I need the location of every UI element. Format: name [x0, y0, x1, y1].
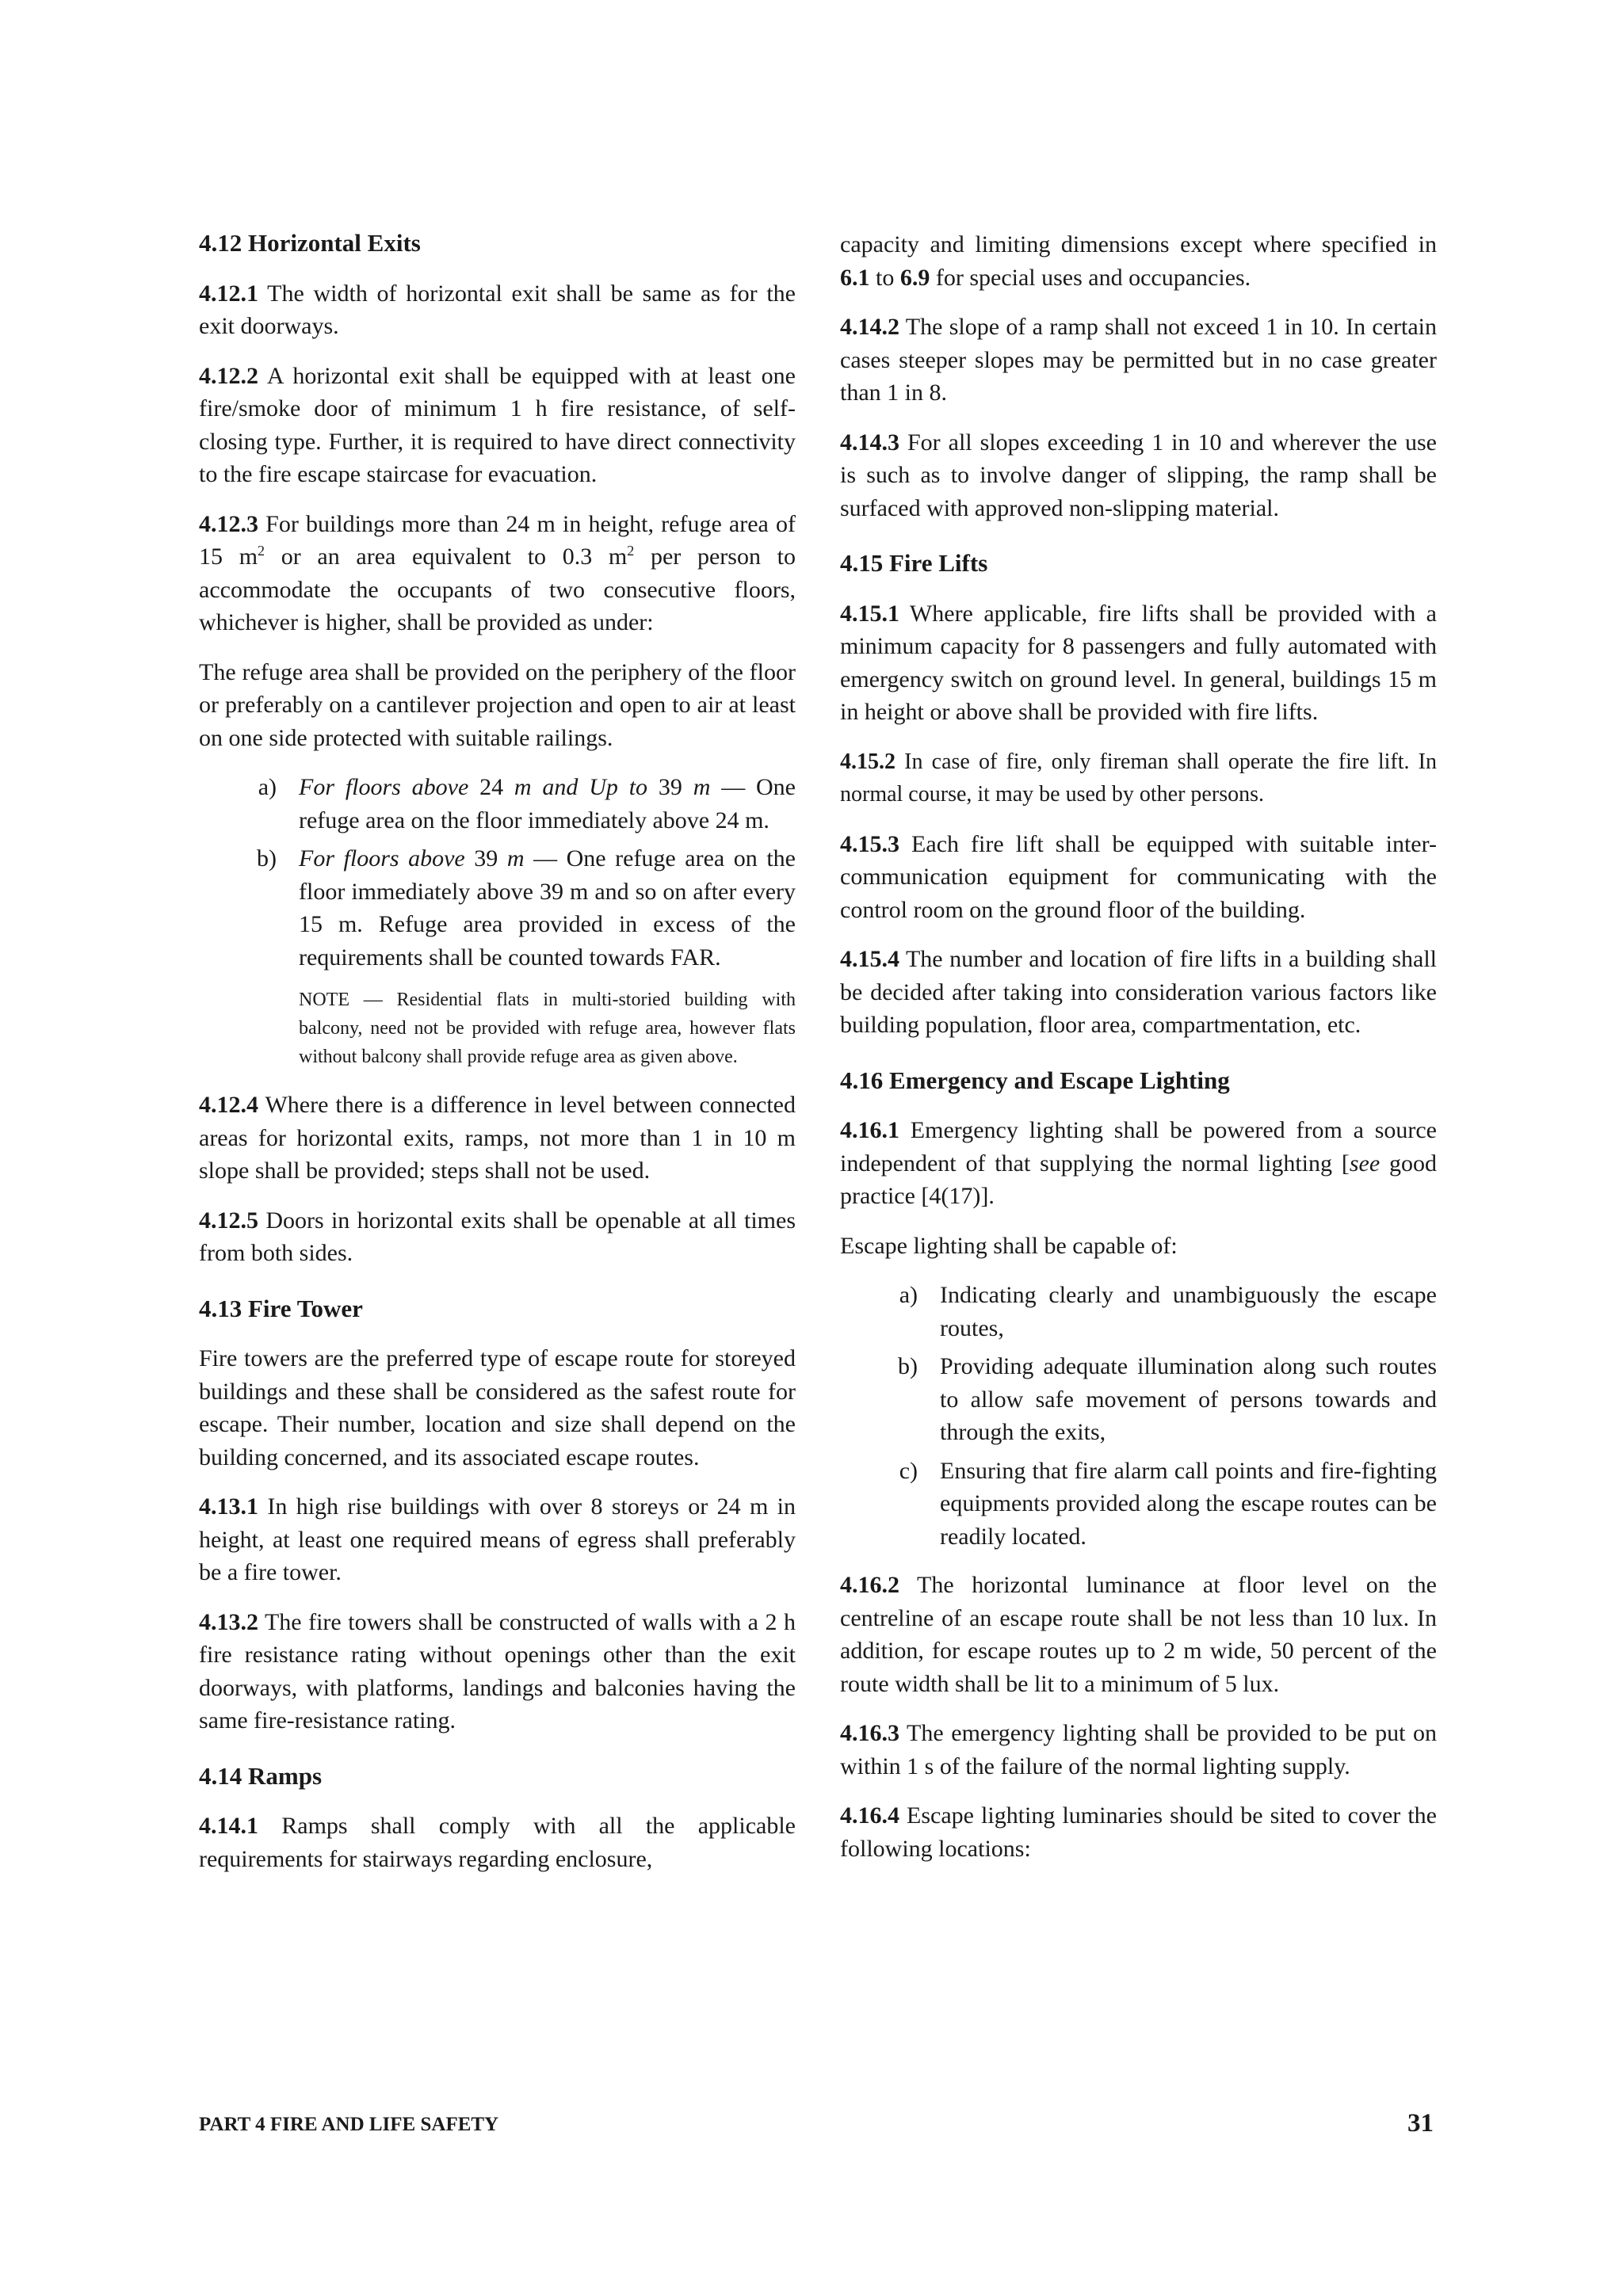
clause-4-14-3 — [840, 426, 1437, 525]
list-item-text: Indicating clearly and unambiguously the escape routes, — [940, 1282, 1437, 1341]
clause-4-15-1 — [840, 597, 1437, 729]
clause-text: For buildings more than 24 m in height, refuge area of 15 m — [199, 510, 796, 570]
list-item — [199, 771, 796, 837]
superscript: 2 — [627, 543, 635, 559]
clause-number: 4.13.2 — [199, 1608, 258, 1635]
clause-number: 4.16.2 — [840, 1572, 899, 1598]
clause-number: 4.12.5 — [199, 1207, 258, 1234]
superscript: 2 — [258, 543, 265, 559]
clause-number: 4.12.2 — [199, 362, 258, 389]
clause-text: In case of fire, only fireman shall operate the fire lift. In normal course, it may be used by other persons. — [840, 749, 1437, 807]
clause-text: to — [869, 264, 900, 291]
clause-number: 4.15.1 — [840, 600, 899, 627]
clause-number: 4.14.2 — [840, 314, 899, 340]
list-item-rest: — One refuge area on the floor immediately above 24 m. — [299, 774, 796, 833]
clause-number: 4.16.3 — [840, 1720, 899, 1746]
italic-text: m and Up to — [503, 774, 659, 800]
clause-4-12-3 — [199, 508, 796, 639]
clause-text: For all slopes exceeding 1 in 10 and wherever the use is such as to involve danger of slipping, the ramp shall be surfaced with approved non-slipping material. — [840, 429, 1437, 521]
list-marker: b) — [257, 845, 277, 871]
number-text: 39 — [658, 774, 682, 800]
clause-number: 4.14.1 — [199, 1813, 258, 1839]
clause-text: The horizontal luminance at floor level on the centreline of an escape route shall be not less than 10 lux. In addition, for escape routes up to 2 m wide, 50 percent of the route width shall be lit to a minimum of 5 lux. — [840, 1572, 1437, 1697]
refuge-area-paragraph: The refuge area shall be provided on the periphery of the floor or preferably on a cantilever projection and open to air at least on one side protected with suitable railings. — [199, 658, 796, 751]
number-text: 24 — [479, 774, 504, 800]
clause-text: A horizontal exit shall be equipped with at least one fire/smoke door of minimum 1 h fire resistance, of self-closing type. Further, it is required to have direct connectivity to the fire escape staircase for evacuation. — [199, 362, 796, 487]
clause-number: 4.12.3 — [199, 510, 258, 537]
clause-text: or an area equivalent to 0.3 m — [265, 543, 628, 570]
clause-text: The width of horizontal exit shall be same as for the exit doorways. — [199, 280, 796, 339]
clause-4-15-3 — [840, 828, 1437, 927]
clause-4-12-1 — [199, 277, 796, 343]
clause-4-13-1 — [199, 1490, 796, 1589]
clause-4-15-2 — [840, 746, 1437, 811]
clause-4-16-1 — [840, 1114, 1437, 1213]
page-number: 31 — [1407, 2109, 1434, 2138]
clause-text: In high rise buildings with over 8 storeys or 24 m in height, at least one required means of egress shall preferably be a fire tower. — [199, 1493, 796, 1585]
list-marker: a) — [258, 774, 277, 800]
clause-text: Emergency lighting shall be powered from a source independent of that supplying the normal lighting [ — [840, 1117, 1437, 1177]
clause-text: capacity and limiting dimensions except where specified in — [840, 231, 1437, 257]
number-text: 39 — [474, 845, 498, 871]
note-text: NOTE — Residential flats in multi-storied building with balcony, need not be provided with refuge area, however flats without balcony shall provide refuge area as given above. — [299, 990, 796, 1067]
escape-lighting-list — [840, 1279, 1437, 1553]
clause-text: The fire towers shall be constructed of walls with a 2 h fire resistance rating without openings other than the exit doorways, with platforms, landings and balconies having the same fire-resistance rating. — [199, 1608, 796, 1733]
clause-reference: 6.9 — [899, 264, 930, 291]
section-heading-4-16: 4.16 Emergency and Escape Lighting — [840, 1066, 1230, 1094]
clause-text: Where there is a difference in level between connected areas for horizontal exits, ramps, not more than 1 in 10 m slope shall be provided; steps shall not be used. — [199, 1092, 796, 1184]
list-item — [840, 1279, 1437, 1344]
clause-number: 4.15.4 — [840, 946, 899, 972]
clause-4-14-1 — [199, 1810, 796, 1875]
clause-number: 4.16.1 — [840, 1117, 899, 1143]
list-item — [840, 1455, 1437, 1554]
clause-4-16-3 — [840, 1717, 1437, 1783]
list-marker: a) — [899, 1282, 918, 1308]
clause-text: Escape lighting luminaries should be sited to cover the following locations: — [840, 1802, 1437, 1862]
clause-text: The number and location of fire lifts in a building shall be decided after taking into consideration various factors like building population, floor area, compartmentation, etc. — [840, 946, 1437, 1038]
list-item-rest: — One refuge area on the floor immediately above 39 m and so on after every 15 m. Refuge area provided in excess of the requirements shall be counted towards FAR. — [299, 845, 796, 971]
clause-number: 4.15.2 — [840, 749, 896, 774]
clause-text: for special uses and occupancies. — [930, 264, 1251, 291]
clause-text: Each fire lift shall be equipped with suitable inter-communication equipment for communicating with the control room on the ground floor of the building. — [840, 830, 1437, 923]
section-heading-4-14: 4.14 Ramps — [199, 1761, 323, 1790]
section-heading-4-15: 4.15 Fire Lifts — [840, 549, 988, 577]
italic-text: see — [1349, 1150, 1381, 1177]
section-heading-4-12: 4.12 Horizontal Exits — [199, 229, 421, 257]
clause-text: Doors in horizontal exits shall be openable at all times from both sides. — [199, 1207, 796, 1266]
clause-4-16-4 — [840, 1799, 1437, 1865]
italic-text: m — [682, 774, 711, 800]
list-item — [199, 842, 796, 974]
clause-number: 4.15.3 — [840, 830, 899, 857]
italic-text: m — [498, 845, 525, 871]
clause-text: per person to accommodate the occupants of two consecutive floors, whichever is higher, shall be provided as under: — [199, 543, 796, 635]
clause-text: good practice [4(17)]. — [840, 1150, 1437, 1209]
clause-number: 4.13.1 — [199, 1493, 258, 1520]
clause-number: 4.16.4 — [840, 1802, 899, 1829]
section-heading-4-13: 4.13 Fire Tower — [199, 1294, 363, 1322]
refuge-list — [199, 771, 796, 1071]
clause-text: The emergency lighting shall be provided to be put on within 1 s of the failure of the normal lighting supply. — [840, 1720, 1437, 1779]
list-item-text: Providing adequate illumination along such routes to allow safe movement of persons towards and through the exits, — [940, 1353, 1437, 1445]
clause-number: 4.14.3 — [840, 429, 899, 456]
list-marker: b) — [898, 1353, 918, 1379]
clause-4-12-5 — [199, 1204, 796, 1270]
clause-4-14-2 — [840, 311, 1437, 410]
list-item-text — [299, 842, 796, 974]
fire-tower-paragraph: Fire towers are the preferred type of escape route for storeyed buildings and these shall be considered as the safest route for escape. Their number, location and size shall depend on the building concerned, and its associated escape routes. — [199, 1345, 796, 1470]
clause-4-13-2 — [199, 1606, 796, 1737]
list-item — [840, 1350, 1437, 1449]
clause-4-16-2 — [840, 1569, 1437, 1700]
list-marker: c) — [899, 1457, 918, 1484]
clause-4-12-2 — [199, 360, 796, 491]
clause-text: Ramps shall comply with all the applicable requirements for stairways regarding enclosure, — [199, 1813, 796, 1872]
right-column — [840, 228, 1437, 1882]
clause-number: 4.12.4 — [199, 1092, 258, 1118]
clause-text: The slope of a ramp shall not exceed 1 in 10. In certain cases steeper slopes may be permitted but in no case greater than 1 in 8. — [840, 314, 1437, 406]
left-column — [199, 227, 796, 1892]
clause-number: 4.12.1 — [199, 280, 258, 307]
italic-text: For floors above — [299, 774, 480, 800]
list-item-text — [299, 771, 796, 837]
escape-lighting-intro: Escape lighting shall be capable of: — [840, 1232, 1178, 1259]
clause-reference: 6.1 — [840, 264, 870, 291]
running-footer: PART 4 FIRE AND LIFE SAFETY — [199, 2114, 499, 2135]
clause-text: Where applicable, fire lifts shall be provided with a minimum capacity for 8 passengers and fully automated with emergency switch on ground level. In general, buildings 15 m in height or above shall be provided with fire lifts. — [840, 600, 1437, 725]
clause-4-14-1-continued — [840, 228, 1437, 294]
clause-4-15-4 — [840, 943, 1437, 1042]
list-item-text: Ensuring that fire alarm call points and fire-fighting equipments provided along the escape routes can be readily located. — [940, 1457, 1437, 1550]
clause-4-12-4 — [199, 1089, 796, 1188]
italic-text: For floors above — [299, 845, 475, 871]
